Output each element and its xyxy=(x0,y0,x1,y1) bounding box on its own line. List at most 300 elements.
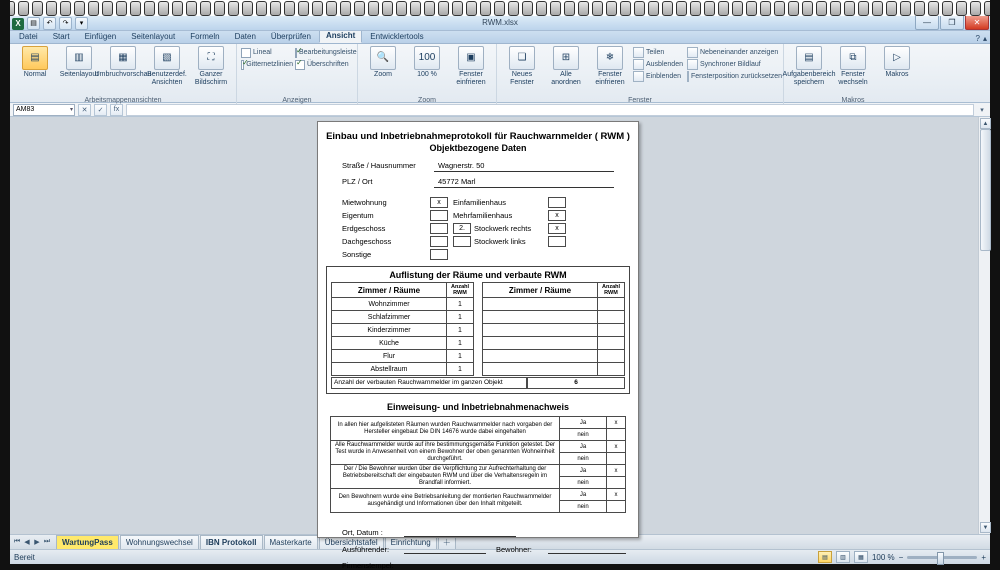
zoom-slider-thumb[interactable] xyxy=(937,552,944,565)
button-label: Synchroner Bildlauf xyxy=(700,61,761,68)
ribbon-group-makros xyxy=(784,44,922,104)
answer-nein-mark[interactable] xyxy=(607,453,626,465)
question-text: In allen hier aufgelisteten Räumen wurden Rauchwarnmelder nach vorgaben der Hersteller eingebaut Die DIN 14676 wurde dabei eingehalten xyxy=(331,417,560,441)
button-freeze-panes[interactable] xyxy=(589,46,631,87)
button-label: Einblenden xyxy=(646,73,682,80)
form-subtitle: Objektbezogene Daten xyxy=(429,143,527,153)
spiral-ring xyxy=(410,1,421,16)
field-plz-ort xyxy=(342,175,614,188)
formula-expand-icon[interactable]: ▾ xyxy=(980,106,984,114)
status-page-layout-icon[interactable]: ▥ xyxy=(836,551,850,563)
spiral-ring xyxy=(466,1,477,16)
option-label-stockwerk-rechts xyxy=(448,223,548,234)
new-window-icon: ❏ xyxy=(509,46,535,70)
room-count[interactable]: 1 xyxy=(447,298,474,311)
rooms-gap xyxy=(474,311,483,324)
ribbon xyxy=(10,44,990,103)
button-fullscreen[interactable] xyxy=(190,46,232,87)
button-label: Fenster wechseln xyxy=(838,71,868,86)
rooms-gap xyxy=(474,363,483,376)
save-workspace-icon: ▤ xyxy=(796,46,822,70)
right-edge xyxy=(990,0,1000,569)
room-name[interactable]: Flur xyxy=(332,350,447,363)
rooms-gap xyxy=(474,337,483,350)
spiral-ring xyxy=(438,1,449,16)
checkbox-stockwerk-links[interactable] xyxy=(548,236,566,247)
insert-function-icon[interactable]: fx xyxy=(110,104,123,116)
rooms-gap xyxy=(474,298,483,311)
stockwerk-links-number[interactable] xyxy=(453,236,471,247)
room-count[interactable] xyxy=(598,298,625,311)
button-save-workspace[interactable] xyxy=(782,46,836,87)
room-count[interactable] xyxy=(598,337,625,350)
button-label: Ganzer Bildschirm xyxy=(194,71,228,86)
side-by-side-icon xyxy=(687,47,698,58)
room-name[interactable]: Wohnzimmer xyxy=(332,298,447,311)
button-label: Makros xyxy=(885,71,909,78)
button-label: Zoom xyxy=(374,71,392,78)
spiral-ring xyxy=(368,1,379,16)
checkbox-icon xyxy=(241,60,244,70)
room-name[interactable]: Küche xyxy=(332,337,447,350)
button-label: Benutzerdef. Ansichten xyxy=(147,71,187,86)
spiral-ring xyxy=(732,1,743,16)
redo-icon[interactable]: ↷ xyxy=(59,17,72,30)
answer-ja-mark[interactable]: x xyxy=(607,441,626,453)
vertical-scrollbar[interactable] xyxy=(978,117,990,534)
switch-windows-icon: ⧉ xyxy=(840,46,866,70)
spiral-ring xyxy=(214,1,225,16)
signature-label: Firmenstempel: xyxy=(342,561,394,570)
group-label: Arbeitsmappenansichten xyxy=(84,97,162,104)
answer-ja[interactable]: Ja xyxy=(560,417,607,429)
spiral-ring xyxy=(620,1,631,16)
room-count[interactable] xyxy=(598,363,625,376)
signature-line[interactable] xyxy=(404,527,516,537)
signature-ort-datum xyxy=(342,527,628,537)
button-macros[interactable] xyxy=(876,46,918,79)
group-label: Anzeigen xyxy=(282,97,312,104)
status-right xyxy=(818,551,986,563)
room-name[interactable] xyxy=(483,324,598,337)
spiral-ring xyxy=(32,1,43,16)
option-label: Einfamilienhaus xyxy=(453,198,506,207)
enter-formula-button[interactable]: ✓ xyxy=(94,104,107,116)
spiral-ring xyxy=(270,1,281,16)
proof-banner: Einweisung- und Inbetriebnahmenachweis xyxy=(386,402,570,412)
option-row-dachgeschoss xyxy=(342,235,614,248)
rooms-gap xyxy=(474,350,483,363)
signature-line[interactable] xyxy=(404,544,486,554)
room-name[interactable] xyxy=(483,311,598,324)
checkbox-icon xyxy=(241,48,251,58)
minimize-button[interactable]: — xyxy=(915,16,939,30)
zoom-in-button[interactable]: + xyxy=(981,552,986,562)
spiral-binding xyxy=(0,0,1000,16)
sheet-tab-uebersichtstafel[interactable]: Übersichtstafel xyxy=(319,535,384,549)
answer-nein[interactable]: nein xyxy=(560,429,607,441)
field-value[interactable]: Wagnerstr. 50 xyxy=(434,159,614,172)
button-label: Nebeneinander anzeigen xyxy=(700,49,779,56)
answer-nein[interactable]: nein xyxy=(560,453,607,465)
checkbox-eigentum[interactable] xyxy=(430,210,448,221)
answer-nein-mark[interactable] xyxy=(607,477,626,489)
spiral-ring xyxy=(592,1,603,16)
option-label: Eigentum xyxy=(342,211,374,220)
excel-logo-icon: X xyxy=(12,18,24,30)
table-row[interactable] xyxy=(332,298,625,311)
button-label: Fensterposition zurücksetzen xyxy=(691,73,783,80)
freeze-panes-icon: ❄ xyxy=(597,46,623,70)
hide-icon xyxy=(633,59,644,70)
button-nebeneinander[interactable] xyxy=(687,47,779,58)
ribbon-tab-strip[interactable] xyxy=(10,31,990,44)
button-teilen[interactable] xyxy=(633,47,685,58)
room-name[interactable]: Schlafzimmer xyxy=(332,311,447,324)
save-icon[interactable]: ▤ xyxy=(27,17,40,30)
prev-sheet-icon[interactable]: ◀ xyxy=(24,539,30,546)
custom-views-icon: ▧ xyxy=(154,46,180,70)
spiral-ring xyxy=(970,1,981,16)
answer-ja-mark[interactable]: x xyxy=(607,465,626,477)
button-new-window[interactable] xyxy=(501,46,543,87)
button-ausblenden[interactable] xyxy=(633,59,685,70)
spiral-ring xyxy=(578,1,589,16)
spiral-ring xyxy=(256,1,267,16)
room-count[interactable] xyxy=(598,324,625,337)
spiral-ring xyxy=(830,1,841,16)
answer-nein[interactable]: nein xyxy=(560,477,607,489)
room-count[interactable]: 1 xyxy=(447,324,474,337)
zoom-slider[interactable] xyxy=(907,556,977,559)
document-title: RWM.xlsx xyxy=(482,18,518,27)
spiral-ring xyxy=(284,1,295,16)
button-label: Seitenlayout xyxy=(59,71,99,78)
option-row-erdgeschoss xyxy=(342,222,614,235)
maximize-button[interactable]: ❐ xyxy=(940,16,964,30)
excel-window xyxy=(10,16,990,570)
left-edge xyxy=(0,0,10,569)
answer-nein[interactable]: nein xyxy=(560,501,607,513)
first-sheet-icon[interactable]: ⏮ xyxy=(13,538,21,545)
sheet-tab-ibn-protokoll[interactable]: IBN Protokoll xyxy=(200,535,263,549)
spiral-ring xyxy=(144,1,155,16)
scroll-thumb[interactable] xyxy=(980,129,991,251)
tab-datei[interactable]: Datei xyxy=(19,32,38,41)
total-label: Anzahl der verbauten Rauchwarnmelder im ganzen Objekt xyxy=(331,377,527,389)
option-label-text: Stockwerk links xyxy=(474,237,526,246)
next-sheet-icon[interactable]: ▶ xyxy=(34,539,40,546)
room-name[interactable] xyxy=(483,337,598,350)
rooms-gap xyxy=(474,283,483,298)
button-synchroner-bildlauf[interactable] xyxy=(687,59,779,70)
option-label: Mehrfamilienhaus xyxy=(453,211,513,220)
tab-formeln[interactable]: Formeln xyxy=(190,32,220,41)
spiral-ring xyxy=(914,1,925,16)
qat-dropdown-icon[interactable]: ▾ xyxy=(75,17,88,30)
rooms-table xyxy=(331,282,625,376)
page-layout-icon: ▥ xyxy=(66,46,92,70)
split-icon xyxy=(633,47,644,58)
room-count[interactable]: 1 xyxy=(447,350,474,363)
spiral-ring xyxy=(298,1,309,16)
group-label: Fenster xyxy=(628,97,652,104)
tab-ansicht[interactable]: Ansicht xyxy=(319,29,362,43)
proof-section xyxy=(326,399,630,517)
option-row-sonstige xyxy=(342,248,614,261)
page-break-icon: ▦ xyxy=(110,46,136,70)
checkbox-gitternetzlinien[interactable] xyxy=(241,59,293,70)
spiral-ring xyxy=(242,1,253,16)
button-label: Aufgabenbereich speichern xyxy=(782,71,836,86)
spiral-ring xyxy=(228,1,239,16)
room-count[interactable] xyxy=(598,311,625,324)
sheet-tab-masterkarte[interactable]: Masterkarte xyxy=(264,535,318,549)
option-label: Mietwohnung xyxy=(342,198,387,207)
table-row[interactable] xyxy=(332,363,625,376)
unhide-icon xyxy=(633,71,644,82)
formula-bar xyxy=(10,103,990,117)
checkbox-icon xyxy=(295,48,297,58)
status-page-break-icon[interactable]: ▦ xyxy=(854,551,868,563)
questions-table xyxy=(330,416,626,513)
question-text: Den Bewohnern wurde eine Betriebsanleitung der montierten Rauchwarnmelder ausgehändigt und Informationen über den Inhalt mitgeteilt. xyxy=(331,489,560,513)
scroll-down-icon[interactable]: ▼ xyxy=(980,522,991,533)
formula-input[interactable] xyxy=(126,104,974,116)
rooms-header-right-name: Zimmer / Räume xyxy=(483,283,598,298)
spiral-ring xyxy=(704,1,715,16)
sheet-tab-wartungpass[interactable]: WartungPass xyxy=(56,535,119,549)
button-label: Fenster einfrieren xyxy=(595,71,625,86)
signature-line[interactable] xyxy=(548,544,626,554)
spiral-ring xyxy=(900,1,911,16)
spiral-ring xyxy=(760,1,771,16)
scroll-up-icon[interactable]: ▲ xyxy=(980,118,991,129)
reset-position-icon xyxy=(687,71,689,82)
button-arrange-all[interactable] xyxy=(545,46,587,87)
form-title: Einbau und Inbetriebnahmeprotokoll für Rauchwarnmelder ( RWM ) xyxy=(326,131,630,142)
spiral-ring xyxy=(130,1,141,16)
spiral-ring xyxy=(200,1,211,16)
table-row[interactable] xyxy=(332,324,625,337)
room-name[interactable]: Abstellraum xyxy=(332,363,447,376)
question-text: Alle Rauchwarnmelder wurde auf ihre bestimmungsgemäße Funktion getestet. Der Test wurde in Anwesenheit von einem Bewohner der oben genannten Wohneinheit durchgeführt. xyxy=(331,441,560,465)
button-custom-views[interactable] xyxy=(146,46,188,87)
ribbon-minimize-icon[interactable]: ▴ xyxy=(982,34,987,43)
name-box-dropdown-icon[interactable]: ▾ xyxy=(69,107,73,113)
checkbox-mehrfamilienhaus[interactable]: x xyxy=(548,210,566,221)
close-button[interactable]: ✕ xyxy=(965,16,989,30)
name-box[interactable] xyxy=(13,104,75,116)
button-label: Fenster einfrieren xyxy=(456,71,486,86)
signature-block xyxy=(318,521,638,570)
question-row xyxy=(331,441,626,453)
room-count[interactable]: 1 xyxy=(447,363,474,376)
checkbox-ueberschriften[interactable] xyxy=(295,59,353,70)
total-value[interactable]: 6 xyxy=(527,377,625,389)
zoom-out-button[interactable]: − xyxy=(898,552,904,562)
field-label: Straße / Hausnummer xyxy=(342,161,416,170)
spiral-ring xyxy=(396,1,407,16)
checkbox-sonstige[interactable] xyxy=(430,249,448,260)
checkbox-label: Gitternetzlinien xyxy=(246,61,293,68)
status-mode: Bereit xyxy=(14,552,35,562)
button-label: Neues Fenster xyxy=(510,71,534,86)
spiral-ring xyxy=(60,1,71,16)
sheet-tab-einrichtung[interactable]: Einrichtung xyxy=(385,535,437,549)
spiral-ring xyxy=(606,1,617,16)
button-label: Ausblenden xyxy=(646,61,683,68)
button-einblenden[interactable] xyxy=(633,71,685,82)
total-row xyxy=(331,377,625,389)
spiral-ring xyxy=(942,1,953,16)
table-row[interactable] xyxy=(332,350,625,363)
option-row-eigentum xyxy=(342,209,614,222)
ribbon-group-anzeigen xyxy=(237,44,358,104)
spiral-ring xyxy=(802,1,813,16)
status-normal-view-icon[interactable]: ▤ xyxy=(818,551,832,563)
signature-label: Ausführender: xyxy=(342,545,390,554)
checkbox-erdgeschoss[interactable] xyxy=(430,223,448,234)
spiral-ring xyxy=(956,1,967,16)
room-count[interactable]: 1 xyxy=(447,337,474,350)
signature-label: Ort, Datum : xyxy=(342,528,383,537)
help-icon[interactable]: ? xyxy=(975,34,980,43)
tab-start[interactable]: Start xyxy=(52,32,70,41)
answer-nein-mark[interactable] xyxy=(607,501,626,513)
spiral-ring xyxy=(634,1,645,16)
spiral-ring xyxy=(816,1,827,16)
spiral-ring xyxy=(74,1,85,16)
room-name[interactable] xyxy=(483,298,598,311)
button-normal-view[interactable] xyxy=(14,46,56,79)
spiral-ring xyxy=(494,1,505,16)
field-value[interactable]: 45772 Marl xyxy=(434,175,614,188)
field-strasse xyxy=(342,159,614,172)
cancel-formula-button[interactable]: ✕ xyxy=(78,104,91,116)
checkbox-einfamilienhaus[interactable] xyxy=(548,197,566,208)
button-fensterposition-zuruecksetzen[interactable] xyxy=(687,71,783,82)
tab-einfuegen[interactable]: Einfügen xyxy=(84,32,117,41)
spiral-ring xyxy=(46,1,57,16)
room-name[interactable]: Kinderzimmer xyxy=(332,324,447,337)
room-name[interactable] xyxy=(483,350,598,363)
spiral-ring xyxy=(536,1,547,16)
rooms-section xyxy=(326,266,630,394)
window-buttons[interactable] xyxy=(914,16,989,30)
answer-ja-mark[interactable]: x xyxy=(607,489,626,501)
ribbon-group-arbeitsmappenansichten xyxy=(10,44,237,104)
table-row[interactable] xyxy=(332,311,625,324)
rooms-header-row xyxy=(332,283,625,298)
spiral-ring xyxy=(382,1,393,16)
spiral-ring xyxy=(718,1,729,16)
zoom-level: 100 % xyxy=(871,552,895,562)
room-count[interactable] xyxy=(598,350,625,363)
arrange-all-icon: ⊞ xyxy=(553,46,579,70)
checkbox-bearbeitungsleiste[interactable] xyxy=(295,47,357,58)
checkbox-label: Lineal xyxy=(253,49,272,56)
option-label: Sonstige xyxy=(342,250,372,259)
checkbox-dachgeschoss[interactable] xyxy=(430,236,448,247)
last-sheet-icon[interactable]: ⏭ xyxy=(43,538,51,545)
answer-ja[interactable]: Ja xyxy=(560,489,607,501)
spiral-ring xyxy=(158,1,169,16)
spiral-ring xyxy=(858,1,869,16)
spiral-ring xyxy=(88,1,99,16)
stockwerk-rechts-number[interactable]: 2. xyxy=(453,223,471,234)
checkbox-lineal[interactable] xyxy=(241,47,293,58)
button-switch-windows[interactable] xyxy=(832,46,874,87)
quick-access-toolbar[interactable] xyxy=(12,17,88,30)
tab-daten[interactable]: Daten xyxy=(234,32,256,41)
tab-entwicklertools[interactable]: Entwicklertools xyxy=(370,32,424,41)
tab-ueberpruefen[interactable]: Überprüfen xyxy=(270,32,311,41)
spiral-ring xyxy=(186,1,197,16)
room-name[interactable] xyxy=(483,363,598,376)
ribbon-group-zoom xyxy=(358,44,497,104)
spiral-ring xyxy=(886,1,897,16)
ribbon-group-fenster xyxy=(497,44,784,104)
spiral-ring xyxy=(508,1,519,16)
spiral-ring xyxy=(844,1,855,16)
tab-seitenlayout[interactable]: Seitenlayout xyxy=(131,32,176,41)
sync-scroll-icon xyxy=(687,59,698,70)
new-sheet-button[interactable]: ＋ xyxy=(438,535,456,549)
signature-label: Bewohner: xyxy=(496,545,532,554)
zoom-icon: 🔍 xyxy=(370,46,396,70)
option-label-stockwerk-links xyxy=(448,236,548,247)
spiral-ring xyxy=(648,1,659,16)
spiral-ring xyxy=(788,1,799,16)
question-row xyxy=(331,489,626,501)
answer-nein-mark[interactable] xyxy=(607,429,626,441)
button-zoom[interactable] xyxy=(362,46,404,79)
answer-ja[interactable]: Ja xyxy=(560,465,607,477)
button-zoom-selection[interactable] xyxy=(450,46,492,87)
signature-ausfuehrender-bewohner xyxy=(342,544,628,554)
spiral-ring xyxy=(102,1,113,16)
field-label: PLZ / Ort xyxy=(342,177,373,186)
spiral-ring xyxy=(480,1,491,16)
spiral-ring xyxy=(928,1,939,16)
checkbox-stockwerk-rechts[interactable]: x xyxy=(548,223,566,234)
spiral-ring xyxy=(424,1,435,16)
macros-icon: ▷ xyxy=(884,46,910,70)
spiral-ring xyxy=(872,1,883,16)
button-zoom-100[interactable] xyxy=(406,46,448,79)
button-label: 100 % xyxy=(417,71,437,78)
name-box-value: AM83 xyxy=(16,106,35,113)
button-label: Alle anordnen xyxy=(551,71,581,86)
rooms-header-left-count: Anzahl RWM xyxy=(447,283,474,298)
spiral-ring xyxy=(550,1,561,16)
undo-icon[interactable]: ↶ xyxy=(43,17,56,30)
table-row[interactable] xyxy=(332,337,625,350)
spiral-ring xyxy=(18,1,29,16)
spiral-ring xyxy=(774,1,785,16)
checkbox-label: Bearbeitungsleiste xyxy=(299,49,357,56)
spiral-ring xyxy=(676,1,687,16)
option-label: Erdgeschoss xyxy=(342,224,386,233)
spiral-ring xyxy=(340,1,351,16)
room-count[interactable]: 1 xyxy=(447,311,474,324)
answer-ja[interactable]: Ja xyxy=(560,441,607,453)
checkbox-mietwohnung[interactable]: x xyxy=(430,197,448,208)
answer-ja-mark[interactable]: x xyxy=(607,417,626,429)
button-page-break-preview[interactable] xyxy=(94,46,152,79)
sheet-tab-wohnungswechsel[interactable]: Wohnungswechsel xyxy=(120,535,199,549)
